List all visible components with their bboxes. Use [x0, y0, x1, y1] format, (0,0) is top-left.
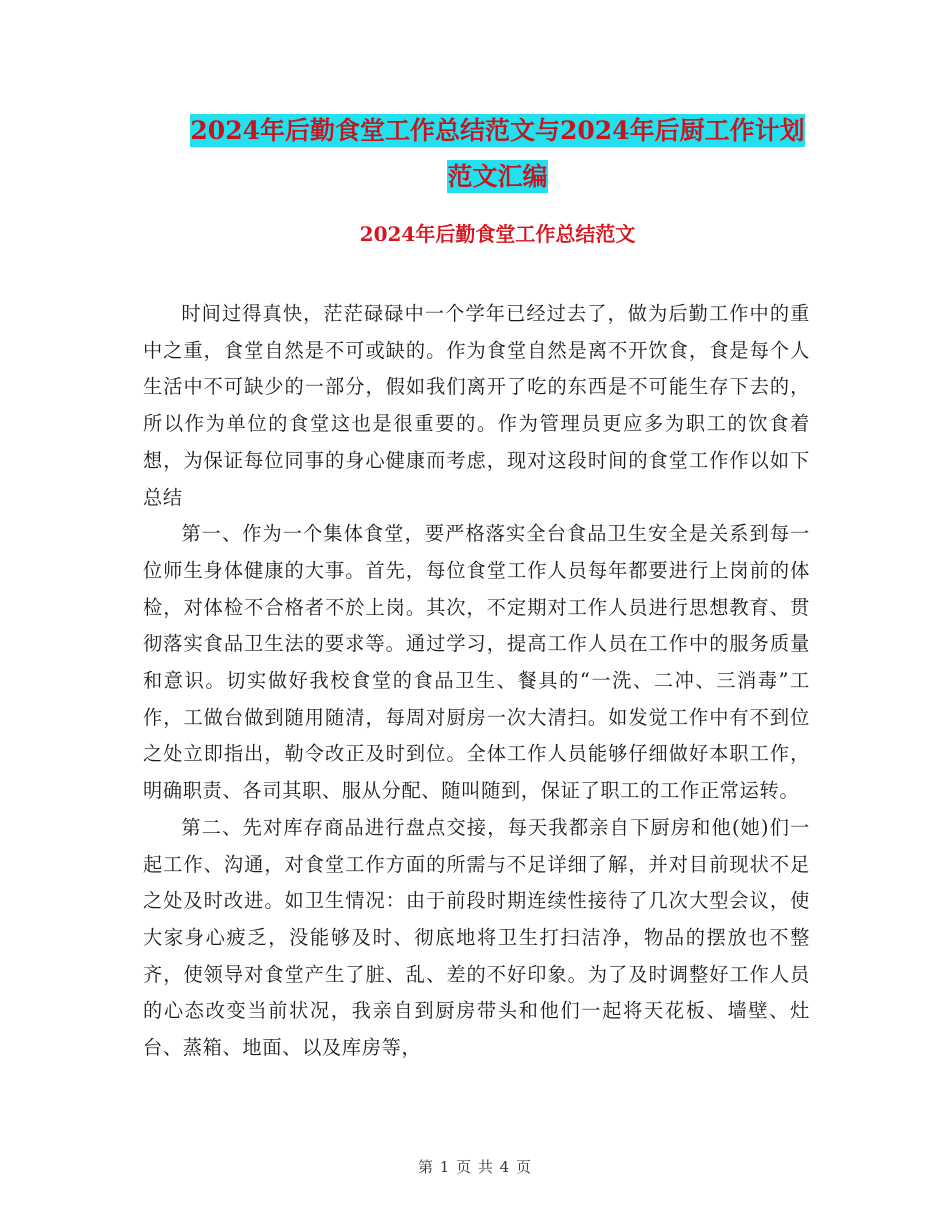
section-title: 2024年后勤食堂工作总结范文: [359, 222, 636, 246]
document-body: [143, 296, 810, 1067]
paragraph-intro: 时间过得真快，茫茫碌碌中一个学年已经过去了，做为后勤工作中的重中之重，食堂自然是不可或缺的。作为食堂自然是离不开饮食，食是每个人生活中不可缺少的一部分，假如我们离开了吃的东西是不可能生存下去的，所以作为单位的食堂这也是很重要的。作为管理员更应多为职工的饮食着想，为保证每位同事的身心健康而考虑，现对这段时间的食堂工作作以如下总结: [143, 302, 810, 509]
paragraph-second: 第二、先对库存商品进行盘点交接，每天我都亲自下厨房和他(她)们一起工作、沟通，对食堂工作方面的所需与不足详细了解，并对目前现状不足之处及时改进。如卫生情况：由于前段时期连续性接待了几次大型会议，使大家身心疲乏，没能够及时、彻底地将卫生打扫洁净，物品的摆放也不整齐，使领导对食堂产生了脏、乱、差的不好印象。为了及时调整好工作人员的心态改变当前状况，我亲自到厨房带头和他们一起将天花板、墙壁、灶台、蒸箱、地面、以及库房等，: [143, 815, 810, 1060]
page-number-footer: 第 1 页 共 4 页: [418, 1158, 532, 1176]
document-title-line-2: 范文汇编: [447, 162, 548, 191]
document-title: [140, 108, 855, 200]
paragraph-first: 第一、作为一个集体食堂，要严格落实全台食品卫生安全是关系到每一位师生身体健康的大事。首先，每位食堂工作人员每年都要进行上岗前的体检，对体检不合格者不於上岗。其次，不定期对工作人员进行思想教育、贯彻落实食品卫生法的要求等。通过学习，提高工作人员在工作中的服务质量和意识。切实做好我校食堂的食品卫生、餐具的“一洗、二冲、三消毒”工作，工做台做到随用随清，每周对厨房一次大清扫。如发觉工作中有不到位之处立即指出，勒令改正及时到位。全体工作人员能够仔细做好本职工作，明确职责、各司其职、服从分配、随叫随到，保证了职工的工作正常运转。: [143, 522, 810, 803]
document-title-line-1: 2024年后勤食堂工作总结范文与2024年后厨工作计划: [190, 116, 805, 145]
